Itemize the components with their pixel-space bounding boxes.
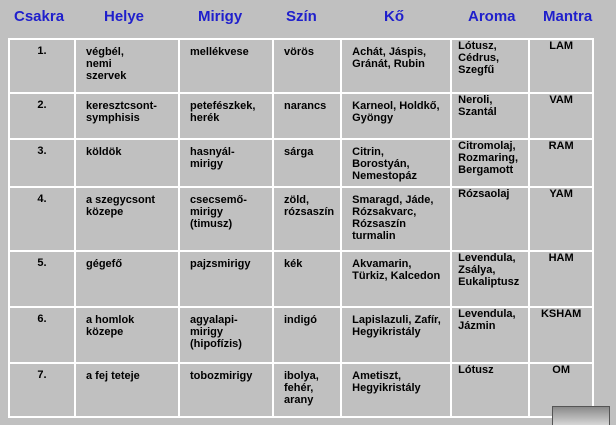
header-mantra: Mantra: [543, 8, 593, 25]
cell-num-text: 4.: [37, 193, 47, 205]
cell-num-text: 7.: [37, 369, 47, 381]
cell-mirigy-text: mellékvese: [190, 46, 249, 58]
cell-ko-text: Lapislazuli, Zafír, Hegyikristály: [352, 314, 441, 338]
cell-num: [10, 94, 76, 140]
cell-helye: [76, 40, 180, 94]
header-szin: Szín: [286, 8, 317, 25]
cell-mantra-text: RAM: [548, 140, 574, 152]
cell-num-text: 3.: [37, 145, 47, 157]
cell-num: [10, 140, 76, 188]
cell-ko: [342, 94, 452, 140]
table-header: [0, 0, 616, 36]
table-row: [10, 40, 594, 94]
cell-helye-text: köldök: [86, 146, 122, 158]
cell-mantra-text: OM: [552, 364, 570, 376]
table-row: [10, 364, 594, 418]
cell-ko-text: Ametiszt, Hegyikristály: [352, 370, 421, 394]
cell-aroma-text: Levendula, Zsálya, Eukaliptusz: [458, 252, 520, 288]
header-aroma: Aroma: [468, 8, 516, 25]
cell-mirigy-text: csecsemő- mirigy (timusz): [190, 194, 247, 230]
cell-szin: [274, 140, 342, 188]
table-row: [10, 94, 594, 140]
cell-aroma-text: Lótusz, Cédrus, Szegfű: [458, 40, 500, 76]
cell-mantra: [530, 308, 594, 364]
cell-helye: [76, 94, 180, 140]
cell-mantra: [530, 252, 594, 308]
cell-aroma: [452, 308, 530, 364]
cell-helye: [76, 252, 180, 308]
header-helye: Helye: [104, 8, 145, 25]
cell-aroma: [452, 140, 530, 188]
cell-helye-text: végbél, nemi szervek: [86, 46, 127, 82]
cell-num: [10, 364, 76, 418]
cell-szin-text: narancs: [284, 100, 327, 112]
cell-aroma-text: Neroli, Szantál: [458, 94, 497, 118]
cell-num-text: 2.: [37, 99, 47, 111]
cell-ko: [342, 140, 452, 188]
cell-helye-text: a homlok közepe: [86, 314, 135, 338]
cell-mantra-text: YAM: [549, 188, 573, 200]
cell-num-text: 1.: [37, 45, 47, 57]
cell-mantra-text: KSHAM: [540, 308, 582, 320]
cell-ko-text: Karneol, Holdkő, Gyöngy: [352, 100, 440, 124]
table-row: [10, 308, 594, 364]
cell-ko: [342, 40, 452, 94]
cell-mirigy-text: tobozmirigy: [190, 370, 253, 382]
cell-szin: [274, 40, 342, 94]
cell-num-text: 5.: [37, 257, 47, 269]
cell-mirigy-text: pajzsmirigy: [190, 258, 251, 270]
table-row: [10, 252, 594, 308]
cell-szin: [274, 364, 342, 418]
cell-mantra-text: LAM: [549, 40, 574, 52]
cell-szin-text: ibolya, fehér, arany: [284, 370, 319, 406]
cell-mantra: [530, 140, 594, 188]
cell-mantra: [530, 188, 594, 252]
chakra-table: [8, 38, 594, 418]
cell-szin-text: vörös: [284, 46, 314, 58]
cell-mirigy: [180, 188, 274, 252]
cell-mantra-text: HAM: [548, 252, 574, 264]
cell-ko: [342, 308, 452, 364]
cell-num: [10, 188, 76, 252]
cell-mirigy: [180, 308, 274, 364]
cell-mirigy: [180, 252, 274, 308]
cell-num: [10, 40, 76, 94]
cell-mirigy: [180, 94, 274, 140]
cell-aroma: [452, 188, 530, 252]
cell-ko-text: Akvamarin, Türkiz, Kalcedon: [352, 258, 441, 282]
cell-helye: [76, 364, 180, 418]
cell-szin: [274, 308, 342, 364]
cell-mirigy: [180, 364, 274, 418]
cell-szin-text: kék: [284, 258, 303, 270]
table-row: [10, 140, 594, 188]
cell-helye: [76, 140, 180, 188]
cell-mirigy: [180, 140, 274, 188]
header-csakra: Csakra: [14, 8, 65, 25]
cell-aroma: [452, 40, 530, 94]
cell-szin-text: sárga: [284, 146, 314, 158]
cell-ko-text: Achát, Jáspis, Gránát, Rubin: [352, 46, 427, 70]
cell-szin-text: zöld, rózsaszín: [284, 194, 335, 218]
cell-mirigy-text: petefészkek, herék: [190, 100, 256, 124]
cell-aroma: [452, 252, 530, 308]
cell-aroma-text: Lótusz: [458, 364, 494, 376]
cell-num-text: 6.: [37, 313, 47, 325]
cell-ko: [342, 364, 452, 418]
cell-ko: [342, 252, 452, 308]
cell-helye-text: a szegycsont közepe: [86, 194, 156, 218]
cell-ko: [342, 188, 452, 252]
cell-szin: [274, 94, 342, 140]
cell-helye-text: keresztcsont- symphisis: [86, 100, 157, 124]
cell-aroma: [452, 94, 530, 140]
cell-mantra: [530, 40, 594, 94]
cell-mirigy-text: agyalapi- mirigy (hipofízis): [190, 314, 242, 350]
header-ko: Kő: [384, 8, 404, 25]
cell-aroma: [452, 364, 530, 418]
cell-ko-text: Smaragd, Jáde, Rózsakvarc, Rózsaszín turmalin: [352, 194, 434, 242]
cell-mantra: [530, 94, 594, 140]
cell-helye: [76, 308, 180, 364]
table-row: [10, 188, 594, 252]
cell-mirigy-text: hasnyál- mirigy: [190, 146, 235, 170]
cell-aroma-text: Levendula, Jázmin: [458, 308, 516, 332]
cell-szin-text: indigó: [284, 314, 317, 326]
scroll-corner-button[interactable]: [552, 406, 610, 425]
cell-aroma-text: Citromolaj, Rozmaring, Bergamott: [458, 140, 519, 176]
cell-helye-text: gégefő: [86, 258, 123, 270]
cell-helye-text: a fej teteje: [86, 370, 140, 382]
cell-szin: [274, 252, 342, 308]
cell-aroma-text: Rózsaolaj: [458, 188, 510, 200]
cell-helye: [76, 188, 180, 252]
cell-num: [10, 308, 76, 364]
header-mirigy: Mirigy: [198, 8, 243, 25]
cell-szin: [274, 188, 342, 252]
cell-mirigy: [180, 40, 274, 94]
cell-num: [10, 252, 76, 308]
cell-ko-text: Citrin, Borostyán, Nemestopáz: [352, 146, 417, 182]
cell-mantra-text: VAM: [549, 94, 573, 106]
